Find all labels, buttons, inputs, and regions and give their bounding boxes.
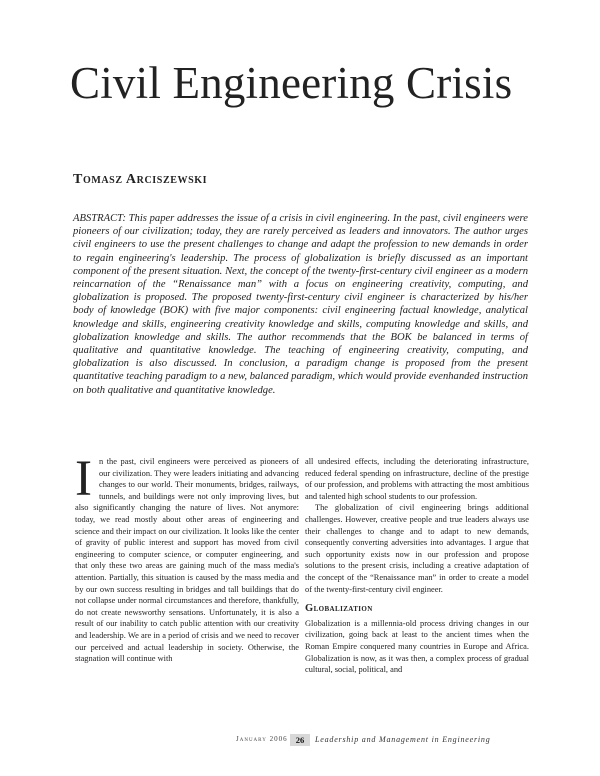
body-paragraph: Globalization is a millennia-old process driving changes in our civilization, going back at least to the ancient times when the Roman Empire conquered many countries in Europe and Africa. Globalization is now, as it was then, a complex process of gradual cultural, social, political, and bbox=[305, 618, 529, 675]
section-heading: Globalization bbox=[305, 603, 373, 615]
body-paragraph: The globalization of civil engineering brings additional challenges. However, creative people and true leaders always use their challenges to change and to adapt to new demands, consequently converting adversities into advantages. I argue that such opportunity exists now in our profession and propose solutions to the present crisis, including a creative adaptation of the concept of the “Renaissance man” in order to create a model of the twenty-first-century civil engineer. bbox=[305, 503, 529, 594]
page-footer bbox=[0, 734, 600, 748]
article-title: Civil Engineering Crisis bbox=[70, 58, 513, 108]
body-paragraph: all undesired effects, including the deteriorating infrastructure, reduced federal spending on infrastructure, decline of the prestige of our profession, and problems with attracting the most ambitious and talented high school students to our profession. bbox=[305, 457, 529, 501]
footer-date: January 2006 bbox=[236, 735, 288, 743]
author-name: Tomasz Arciszewski bbox=[73, 172, 208, 187]
drop-cap: I bbox=[75, 451, 92, 507]
body-paragraph: n the past, civil engineers were perceived as pioneers of our civilization. They were leaders initiating and advancing changes to our world. Their monuments, bridges, railways, tunnels, and buildings were not only improving lives, but also significantly changing the nature of lives. Not anymore: today, we read mostly about other areas of engineering and science and their impact on our civilization. It looks like the center of gravity of public interest and support has moved from civil engineering to computer science, or computer engineering, and that only these two areas are gaining much of the mass media's attention. Partially, this situation is caused by the mass media and by our own success resulting in bridges and tall buildings that do not collapse under normal circumstances and therefore, thankfully, do not create newsworthy sensations. Unfortunately, it is also a result of our inability to catch public attention with our creativity and leadership. We are in a period of crisis and we need to recover our perceived and actual leadership in society. Otherwise, the stagnation will continue with bbox=[75, 457, 299, 664]
body-column-left bbox=[75, 451, 299, 665]
journal-name: Leadership and Management in Engineering bbox=[315, 735, 491, 744]
body-column-right bbox=[305, 456, 529, 676]
abstract: ABSTRACT: This paper addresses the issue of a crisis in civil engineering. In the past, civil engineers were pioneers of our civilization; today, they are rarely perceived as leaders and innovators. The author urges civil engineers to use the present challenges to change and adapt the profession to new demands in order to regain engineering's leadership. The process of globalization is briefly discussed as an important component of the present situation. Next, the concept of the twenty-first-century civil engineer as a modern reincarnation of the “Renaissance man” with a focus on engineering creativity, computing, and globalization is proposed. The proposed twenty-first-century civil engineer is characterized by his/her body of knowledge (BOK) with five major components: civil engineering factual knowledge, analytical knowledge and skills, engineering creativity knowledge and skills, computing knowledge and skills, and globalization knowledge and skills. The author recommends that the BOK be balanced in terms of qualitative and quantitative knowledge. The teaching of engineering creativity, computing, and globalization is also discussed. In conclusion, a paradigm change is proposed from the present quantitative teaching paradigm to a new, balanced paradigm, which would provide evenhanded instruction on both qualitative and quantitative knowledge. bbox=[73, 213, 528, 396]
page-number: 26 bbox=[290, 734, 310, 746]
